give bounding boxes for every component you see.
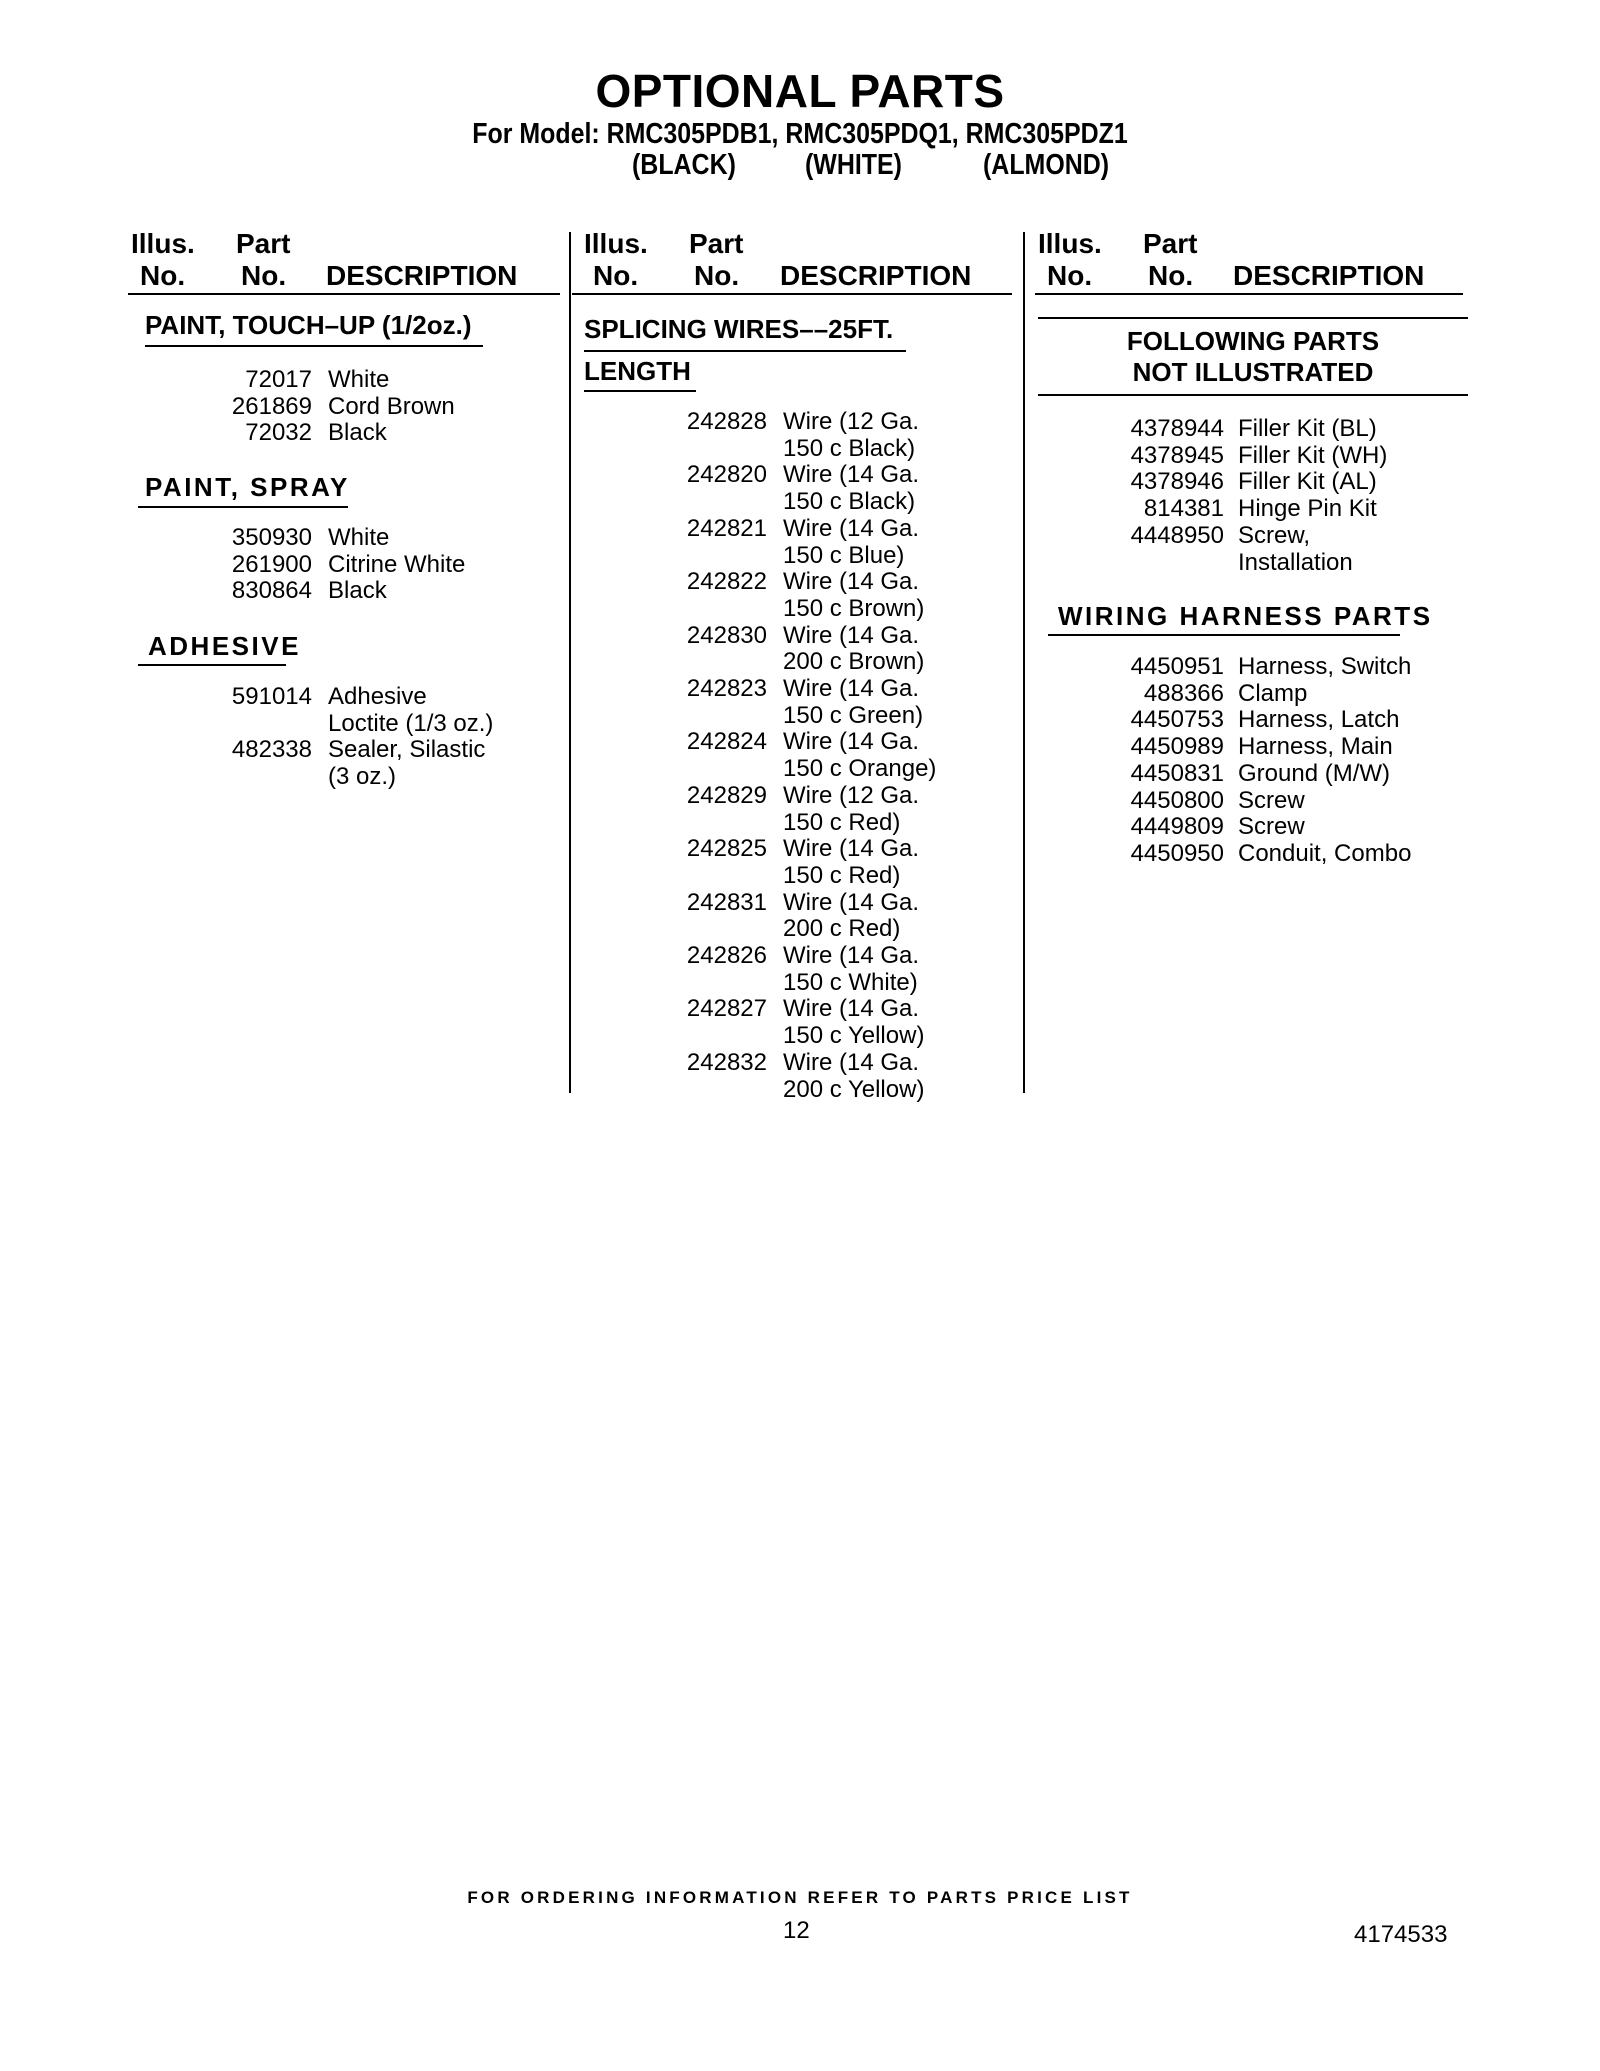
part-description: White bbox=[328, 524, 390, 551]
section-rule bbox=[1048, 634, 1400, 636]
header-part: Part bbox=[1143, 228, 1198, 259]
color-black: (BLACK) bbox=[632, 149, 736, 181]
part-number: 4450950 bbox=[1130, 839, 1224, 867]
section-rule bbox=[138, 506, 348, 508]
part-description: Wire (14 Ga. 200 c Red) bbox=[783, 888, 920, 943]
page-title: OPTIONAL PARTS bbox=[595, 65, 1005, 117]
part-number: 4450989 bbox=[1130, 733, 1224, 761]
part-number: 4450753 bbox=[1130, 706, 1224, 734]
section-rule bbox=[1038, 317, 1468, 319]
part-number: 242820 bbox=[686, 461, 767, 489]
part-description: Harness, Latch bbox=[1238, 706, 1400, 734]
section-title-line2: LENGTH bbox=[584, 356, 691, 386]
header-part-no: No. bbox=[694, 260, 740, 291]
part-number: 242827 bbox=[686, 995, 767, 1023]
part-number: 814381 bbox=[1143, 495, 1224, 523]
ordering-note: FOR ORDERING INFORMATION REFER TO PARTS PRICE LIST bbox=[467, 1888, 1133, 1907]
part-number: 242824 bbox=[686, 728, 767, 756]
header-description: DESCRIPTION bbox=[1233, 260, 1425, 291]
part-description: Harness, Main bbox=[1238, 733, 1393, 761]
header-illus-no: No. bbox=[140, 260, 186, 291]
part-number: 350930 bbox=[231, 524, 312, 551]
part-number: 242821 bbox=[686, 514, 767, 542]
color-white: (WHITE) bbox=[805, 149, 902, 181]
part-number: 72017 bbox=[245, 366, 312, 393]
section-rule bbox=[145, 345, 483, 347]
header-part-no: No. bbox=[241, 260, 287, 291]
part-number: 242830 bbox=[686, 621, 767, 649]
part-description: Wire (14 Ga. 150 c Green) bbox=[783, 675, 924, 729]
part-number: 488366 bbox=[1143, 679, 1224, 707]
section-title: ADHESIVE bbox=[148, 631, 301, 661]
part-description: Hinge Pin Kit bbox=[1238, 495, 1377, 523]
part-number: 242822 bbox=[686, 568, 767, 596]
part-number: 242832 bbox=[686, 1048, 767, 1076]
part-number: 242831 bbox=[686, 888, 767, 916]
header-description: DESCRIPTION bbox=[326, 260, 518, 291]
model-line: For Model: RMC305PDB1, RMC305PDQ1, RMC305PDZ1 bbox=[472, 118, 1128, 150]
part-number: 261900 bbox=[231, 550, 312, 578]
part-number: 4378946 bbox=[1130, 468, 1224, 496]
part-description: Screw bbox=[1238, 786, 1305, 814]
section-rule bbox=[584, 350, 906, 352]
section-rule bbox=[138, 664, 286, 666]
section-rule bbox=[584, 390, 696, 392]
part-description: Black bbox=[328, 419, 387, 447]
column-divider bbox=[1023, 232, 1025, 1093]
part-number: 591014 bbox=[231, 683, 312, 710]
section-rule bbox=[1038, 394, 1468, 396]
color-almond: (ALMOND) bbox=[983, 149, 1110, 181]
part-number: 4450800 bbox=[1130, 786, 1224, 814]
part-description: Filler Kit (BL) bbox=[1238, 415, 1377, 442]
header-illus: Illus. bbox=[584, 228, 648, 259]
section-title: PAINT, TOUCH–UP (1/2oz.) bbox=[145, 310, 472, 340]
header-part-no: No. bbox=[1148, 260, 1194, 291]
part-number: 4378944 bbox=[1130, 415, 1224, 442]
header-description: DESCRIPTION bbox=[780, 260, 972, 291]
part-description: Cord Brown bbox=[328, 392, 455, 420]
part-description: Wire (14 Ga. 150 c Orange) bbox=[783, 728, 937, 783]
part-number: 242823 bbox=[686, 675, 767, 702]
part-number: 242826 bbox=[686, 942, 767, 969]
page-number: 12 bbox=[783, 1917, 810, 1944]
part-number: 482338 bbox=[231, 736, 312, 764]
part-number: 4378945 bbox=[1130, 441, 1224, 469]
section-title-line2: NOT ILLUSTRATED bbox=[1132, 357, 1374, 387]
section-title: SPLICING WIRES––25FT. bbox=[584, 314, 894, 344]
part-number: 4448950 bbox=[1130, 521, 1224, 549]
part-number: 72032 bbox=[245, 419, 312, 447]
header-rule bbox=[572, 293, 1012, 295]
header-rule bbox=[1035, 293, 1463, 295]
part-description: Wire (14 Ga. 150 c Blue) bbox=[783, 514, 920, 569]
part-description: Ground (M/W) bbox=[1238, 759, 1391, 787]
part-description: Screw bbox=[1238, 813, 1305, 841]
header-illus-no: No. bbox=[593, 260, 639, 291]
part-description: Harness, Switch bbox=[1238, 653, 1412, 680]
part-description: Adhesive Loctite (1/3 oz.) bbox=[328, 683, 494, 737]
part-description: Clamp bbox=[1238, 679, 1308, 707]
part-number: 242829 bbox=[686, 781, 767, 809]
part-description: Filler Kit (AL) bbox=[1238, 468, 1377, 496]
part-description: Filler Kit (WH) bbox=[1238, 441, 1388, 469]
part-description: Conduit, Combo bbox=[1238, 839, 1412, 867]
part-description: Wire (12 Ga. 150 c Red) bbox=[783, 781, 920, 836]
part-number: 830864 bbox=[231, 577, 312, 605]
part-description: Wire (14 Ga. 150 c White) bbox=[783, 942, 920, 996]
part-description: Sealer, Silastic (3 oz.) bbox=[328, 736, 486, 791]
part-description: Wire (14 Ga. 200 c Brown) bbox=[783, 621, 925, 676]
header-rule bbox=[128, 293, 560, 295]
part-description: Wire (14 Ga. 150 c Black) bbox=[783, 461, 920, 516]
part-description: White bbox=[328, 366, 390, 393]
part-description: Screw, Installation bbox=[1238, 521, 1353, 576]
section-title: FOLLOWING PARTS bbox=[1126, 326, 1380, 356]
part-description: Wire (14 Ga. 150 c Yellow) bbox=[783, 995, 925, 1050]
header-part: Part bbox=[236, 228, 291, 259]
part-description: Citrine White bbox=[328, 550, 466, 578]
part-description: Wire (14 Ga. 150 c Brown) bbox=[783, 568, 925, 622]
document-number: 4174533 bbox=[1354, 1921, 1448, 1948]
header-part: Part bbox=[689, 228, 744, 259]
part-number: 261869 bbox=[231, 392, 312, 420]
part-number: 242825 bbox=[686, 835, 767, 863]
header-illus: Illus. bbox=[131, 228, 195, 259]
header-illus: Illus. bbox=[1038, 228, 1102, 259]
part-description: Wire (14 Ga. 150 c Red) bbox=[783, 835, 920, 889]
part-number: 4450831 bbox=[1130, 759, 1224, 787]
part-number: 4449809 bbox=[1130, 813, 1224, 841]
column-divider bbox=[569, 232, 571, 1093]
part-description: Wire (14 Ga. 200 c Yellow) bbox=[783, 1048, 925, 1103]
part-description: Wire (12 Ga. 150 c Black) bbox=[783, 408, 920, 462]
part-description: Black bbox=[328, 577, 387, 605]
header-illus-no: No. bbox=[1047, 260, 1093, 291]
section-title: WIRING HARNESS PARTS bbox=[1058, 601, 1433, 631]
section-title: PAINT, SPRAY bbox=[145, 472, 350, 502]
part-number: 242828 bbox=[686, 408, 767, 435]
part-number: 4450951 bbox=[1130, 653, 1224, 680]
